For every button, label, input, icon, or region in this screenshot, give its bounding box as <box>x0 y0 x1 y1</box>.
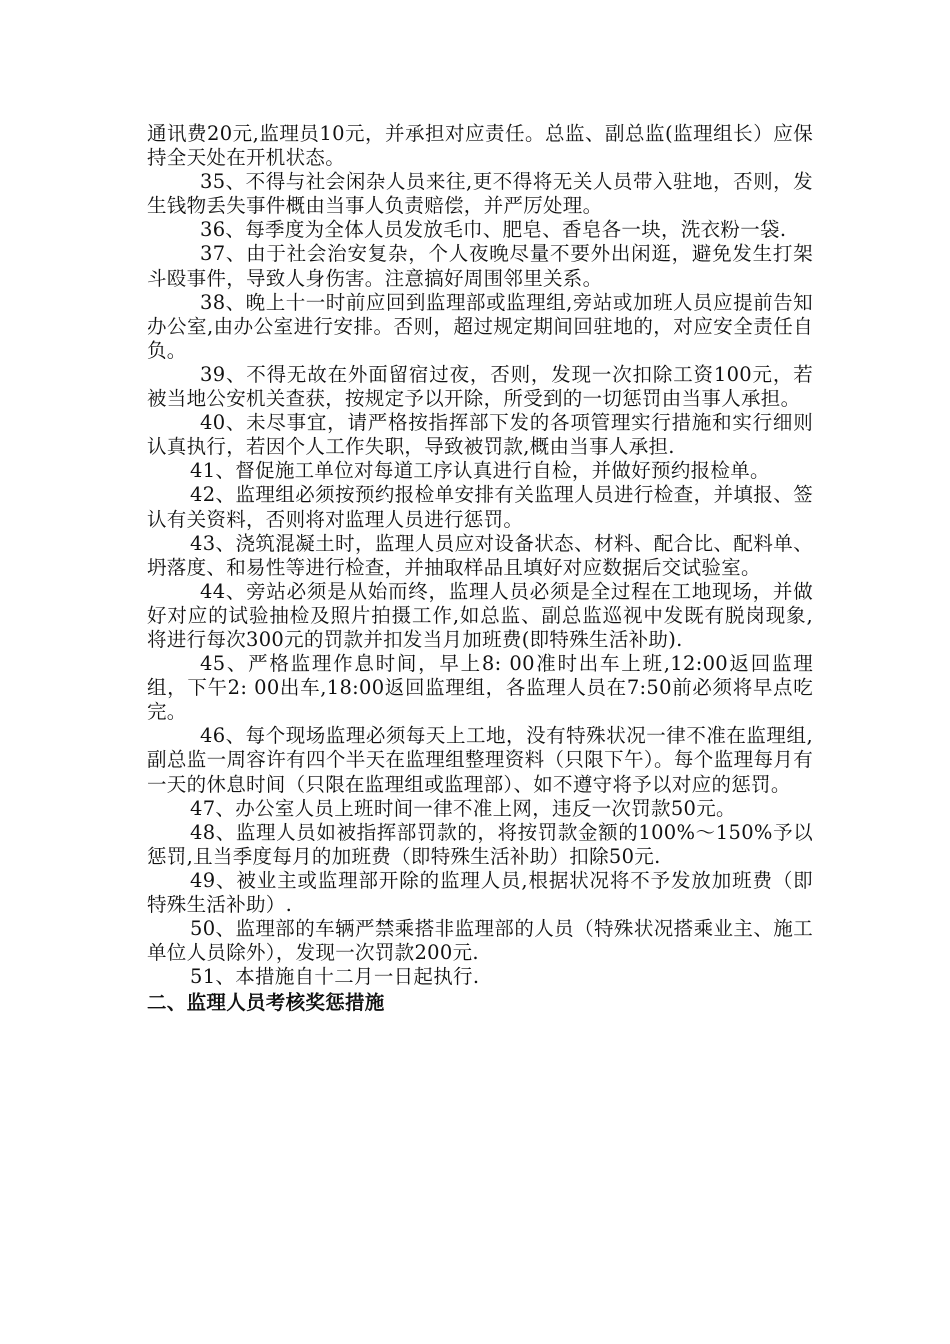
paragraph-45: 45、严格监理作息时间，早上8: 00准时出车上班,12:00返回监理组，下午2: 00出车,18:00返回监理组，各监理人员在7:50前必须将早点吃完。 <box>147 652 813 724</box>
paragraph-41: 41、督促施工单位对每道工序认真进行自检，并做好预约报检单。 <box>190 459 770 483</box>
paragraph-49: 49、被业主或监理部开除的监理人员,根据状况将不予发放加班费（即特殊生活补助）. <box>147 868 813 916</box>
paragraph-50: 50、监理部的车辆严禁乘搭非监理部的人员（特殊状况搭乘业主、施工单位人员除外），发现一次罚款200元. <box>147 917 813 965</box>
paragraph-47: 47、办公室人员上班时间一律不准上网，违反一次罚款50元。 <box>190 796 736 820</box>
paragraph-43: 43、浇筑混凝土时，监理人员应对设备状态、材料、配合比、配料单、坍落度、和易性等进行检查，并抽取样品且填好对应数据后交试验室。 <box>147 531 813 579</box>
paragraph-46: 46、每个现场监理必须每天上工地，没有特殊状况一律不准在监理组,副总监一周容许有四个半天在监理组整理资料（只限下午）。每个监理每月有一天的休息时间（只限在监理组或监理部）、如不遵守将予以对应的惩罚。 <box>147 724 813 796</box>
paragraph-42: 42、监理组必须按预约报检单安排有关监理人员进行检查，并填报、签认有关资料，否则将对监理人员进行惩罚。 <box>147 483 813 531</box>
paragraph-44: 44、旁站必须是从始而终，监理人员必须是全过程在工地现场，并做好对应的试验抽检及照片拍摄工作,如总监、副总监巡视中发既有脱岗现象,将进行每次300元的罚款并扣发当月加班费(即特殊生活补助). <box>147 579 813 651</box>
paragraph-35: 35、不得与社会闲杂人员来往,更不得将无关人员带入驻地，否则，发生钱物丢失事件概由当事人负责赔偿，并严厉处理。 <box>147 170 813 218</box>
paragraph-36: 36、每季度为全体人员发放毛巾、肥皂、香皂各一块，洗衣粉一袋. <box>200 218 787 242</box>
paragraph-38: 38、晚上十一时前应回到监理部或监理组,旁站或加班人员应提前告知办公室,由办公室进行安排。否则，超过规定期间回驻地的，对应安全责任自负。 <box>147 290 813 362</box>
paragraph-39: 39、不得无故在外面留宿过夜，否则，发现一次扣除工资100元，若被当地公安机关查获，按规定予以开除，所受到的一切惩罚由当事人承担。 <box>147 362 813 411</box>
paragraph-51: 51、本措施自十二月一日起执行. <box>190 965 480 989</box>
paragraph-34-continued: 通讯费20元,监理员10元，并承担对应责任。总监、副总监(监理组长）应保持全天处在开机状态。 <box>147 122 813 170</box>
paragraph-48: 48、监理人员如被指挥部罚款的，将按罚款金额的100%～150%予以惩罚,且当季度每月的加班费（即特殊生活补助）扣除50元. <box>147 820 813 868</box>
section-heading: 二、监理人员考核奖惩措施 <box>147 991 385 1015</box>
paragraph-40: 40、未尽事宜，请严格按指挥部下发的各项管理实行措施和实行细则认真执行，若因个人工作失职，导致被罚款,概由当事人承担. <box>147 411 813 459</box>
document-body <box>147 122 813 1017</box>
paragraph-37: 37、由于社会治安复杂，个人夜晚尽量不要外出闲逛，避免发生打架斗殴事件，导致人身伤害。注意搞好周围邻里关系。 <box>147 242 813 290</box>
